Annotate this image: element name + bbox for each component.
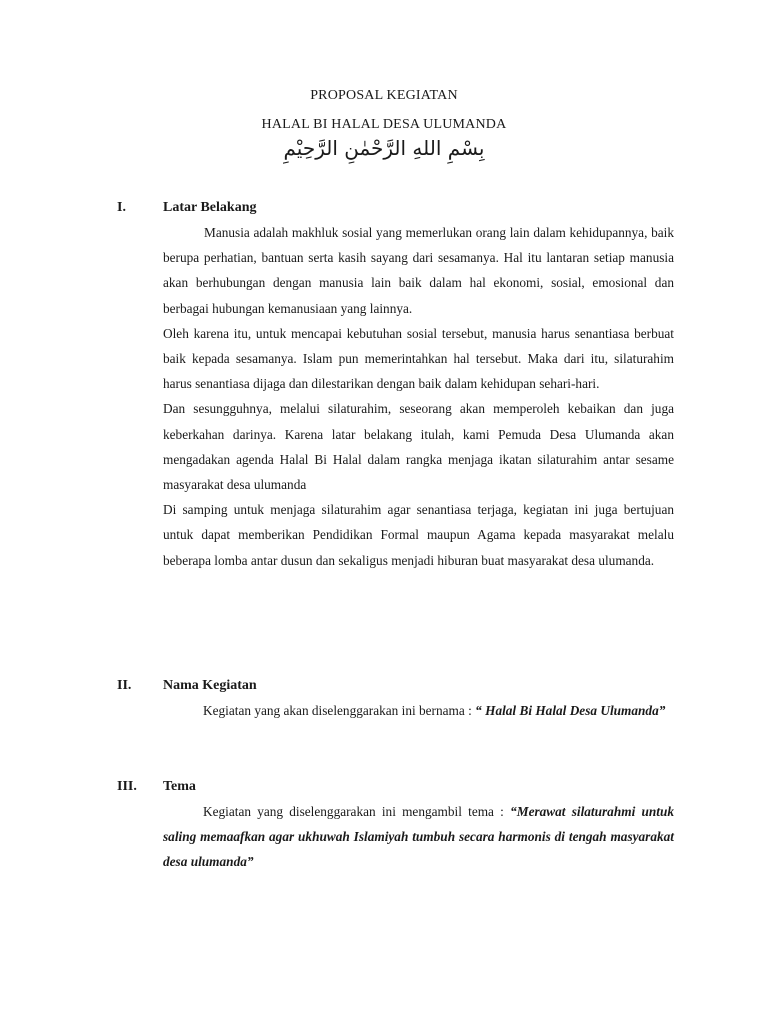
paragraph: Dan sesungguhnya, melalui silaturahim, seseorang akan memperoleh kebaikan dan juga keberkahan darinya. Karena latar belakang itulah, kami Pemuda Desa Ulumanda akan mengadakan agenda Halal Bi Halal dalam rangka menjaga ikatan silaturahim antar sesame masyarakat desa ulumanda <box>163 401 674 493</box>
paragraph <box>163 698 674 723</box>
section-3-intro: Kegiatan yang diselenggarakan ini mengambil tema : <box>203 804 504 819</box>
section-3-body <box>163 799 674 875</box>
section-2-number: II. <box>117 678 132 693</box>
section-2-title: Nama Kegiatan <box>163 678 257 693</box>
theme-text: “Merawat silaturahmi untuk saling memaafkan agar ukhuwah Islamiyah tumbuh secara harmonis di tengah masyarakat desa ulumanda” <box>163 804 674 870</box>
section-1-number: I. <box>117 200 126 215</box>
paragraph: Di samping untuk menjaga silaturahim agar senantiasa terjaga, kegiatan ini juga bertujuan untuk dapat memberikan Pendidikan Formal maupun Agama kepada masyarakat melalu beberapa lomba antar dusun dan sekaligus menjadi hiburan buat masyarakat desa ulumanda. <box>163 502 674 568</box>
section-3-number: III. <box>117 779 137 794</box>
section-1-title: Latar Belakang <box>163 200 257 215</box>
paragraph <box>163 799 674 875</box>
section-1-body <box>163 220 674 573</box>
section-2-intro: Kegiatan yang akan diselenggarakan ini bernama : <box>203 703 472 718</box>
activity-name: “ Halal Bi Halal Desa Ulumanda” <box>475 703 666 718</box>
paragraph: Manusia adalah makhluk sosial yang memerlukan orang lain dalam kehidupannya, baik berupa perhatian, bantuan serta kasih sayang dari sesamanya. Hal itu lantaran setiap manusia akan berhubungan dengan manusia lain baik dalam hal ekonomi, sosial, emosional dan berbagai hubungan kemanusiaan yang lainnya. <box>163 225 674 316</box>
section-2-body <box>163 698 674 723</box>
paragraph: Oleh karena itu, untuk mencapai kebutuhan sosial tersebut, manusia harus senantiasa berbuat baik kepada sesamanya. Islam pun memerintahkan hal tersebut. Maka dari itu, silaturahim harus senantiasa dijaga dan dilestarikan dengan baik dalam kehidupan sehari-hari. <box>163 325 674 392</box>
document-subtitle: HALAL BI HALAL DESA ULUMANDA <box>261 117 507 132</box>
basmalah-calligraphy: بِسْمِ اللهِ الرَّحْمٰنِ الرَّحِيْمِ <box>283 136 485 160</box>
section-3-title: Tema <box>163 779 196 794</box>
document-title: PROPOSAL KEGIATAN <box>310 88 458 103</box>
